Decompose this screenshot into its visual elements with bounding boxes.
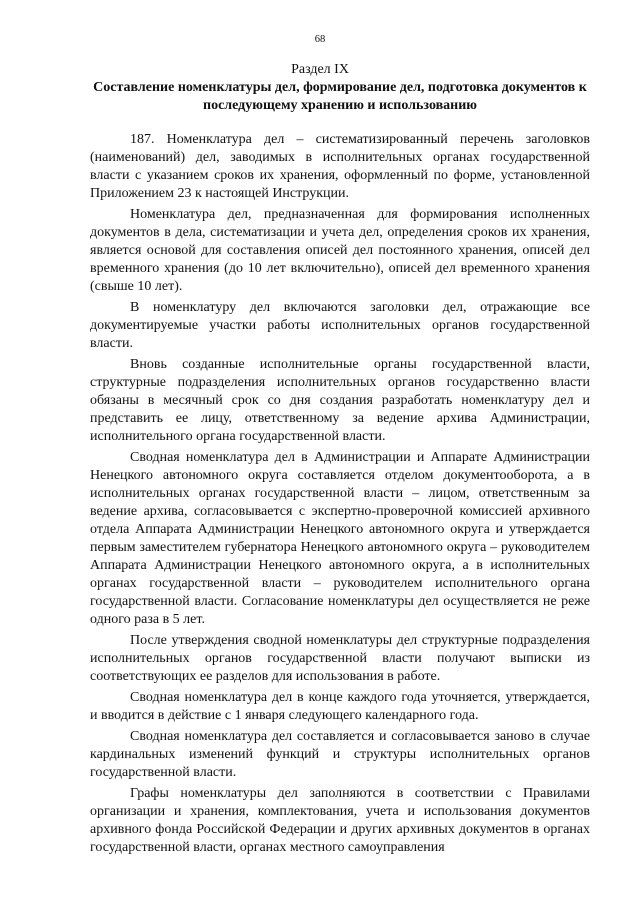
paragraph: После утверждения сводной номенклатуры дел структурные подразделения исполнительных органов государственной власти получают выписки из соответствующих ее разделов для использования в работе.	[90, 633, 590, 684]
paragraph: Вновь созданные исполнительные органы государственной власти, структурные подразделения исполнительных органов государственно власти обязаны в месячный срок со дня создания разработать номенклатуру дел и представить ее лицу, ответственному за ведение архива Администрации, исполнительного органа государственной власти.	[90, 357, 590, 444]
paragraph: Сводная номенклатура дел в конце каждого года уточняется, утверждается, и вводится в действие с 1 января следующего календарного года.	[90, 690, 590, 723]
paragraph: Номенклатура дел, предназначенная для формирования исполненных документов в дела, систематизации и учета дел, определения сроков их хранения, является основой для составления описей дел постоянного хранения, описей дел временного хранения (до 10 лет включительно), описей дел временного хранения (свыше 10 лет).	[90, 207, 590, 294]
paragraph: Графы номенклатуры дел заполняются в соответствии с Правилами организации и хранения, комплектования, учета и использования документов архивного фонда Российской Федерации и других архивных документов в органах государственной власти, органах местного самоуправления	[90, 786, 590, 855]
document-body	[90, 131, 590, 860]
page-number: 68	[314, 34, 326, 45]
paragraph: Сводная номенклатура дел составляется и согласовывается заново в случае кардинальных изменений функций и структуры исполнительных органов государственной власти.	[90, 729, 590, 780]
section-heading: Составление номенклатуры дел, формирование дел, подготовка документов к последующему хранению и использованию	[93, 80, 587, 113]
paragraph: В номенклатуру дел включаются заголовки дел, отражающие все документируемые участки работы исполнительных органов государственной власти.	[90, 300, 590, 351]
paragraph-187: 187. Номенклатура дел – систематизированный перечень заголовков (наименований) дел, заводимых в исполнительных органах государственной власти с указанием сроков их хранения, оформленный по форме, установленной Приложением 23 к настоящей Инструкции.	[90, 132, 590, 201]
paragraph: Сводная номенклатура дел в Администрации и Аппарате Администрации Ненецкого автономного округа составляется отделом документооборота, а в исполнительных органах государственной власти – лицом, ответственным за ведение архива, согласовывается с экспертно-проверочной комиссией архивного отдела Аппарата Администрации Ненецкого автономного округа и утверждается первым заместителем губернатора Ненецкого автономного округа – руководителем Аппарата Администрации Ненецкого автономного округа, а в исполнительных органах государственной власти – руководителем исполнительного органа государственной власти. Согласование номенклатуры дел осуществляется не реже одного раза в 5 лет.	[90, 450, 590, 627]
section-label: Раздел IX	[291, 62, 349, 77]
